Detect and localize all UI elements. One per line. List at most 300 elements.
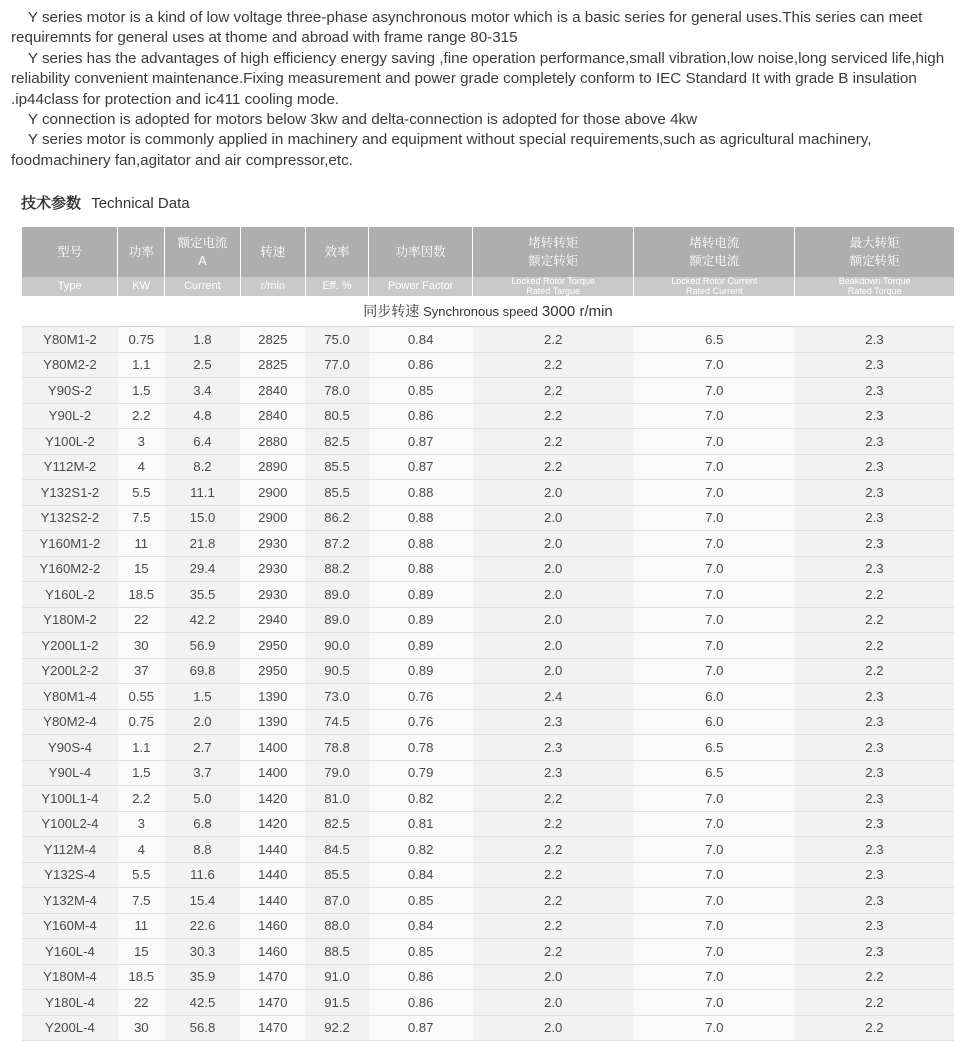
table-cell: 2940 — [240, 607, 305, 633]
table-cell: 7.0 — [634, 837, 795, 863]
table-cell: 0.79 — [369, 760, 473, 786]
table-cell: 1470 — [240, 964, 305, 990]
table-cell: 11 — [118, 531, 165, 557]
header-efficiency: 效率 — [305, 227, 368, 277]
table-cell: 2950 — [240, 633, 305, 659]
table-cell: 35.9 — [165, 964, 240, 990]
table-cell: 29.4 — [165, 556, 240, 582]
header-type: 型号 — [22, 227, 118, 277]
table-cell: 2.2 — [118, 786, 165, 812]
table-cell: 30 — [118, 633, 165, 659]
table-cell: 2.2 — [795, 607, 954, 633]
table-cell: 2.2 — [795, 990, 954, 1016]
header-power-en: KW — [118, 277, 165, 296]
table-cell: 15 — [118, 556, 165, 582]
table-cell: 0.82 — [369, 786, 473, 812]
table-cell: 6.0 — [634, 709, 795, 735]
table-cell: Y200L2-2 — [22, 658, 118, 684]
table-cell: 0.88 — [369, 480, 473, 506]
header-power: 功率 — [118, 227, 165, 277]
table-cell: 2950 — [240, 658, 305, 684]
table-cell: 91.5 — [305, 990, 368, 1016]
table-cell: Y180M-4 — [22, 964, 118, 990]
table-row — [22, 633, 954, 659]
table-cell: 0.84 — [369, 862, 473, 888]
table-cell: Y200L1-2 — [22, 633, 118, 659]
table-cell: 2.3 — [795, 403, 954, 429]
table-cell: 6.8 — [165, 811, 240, 837]
table-cell: 0.78 — [369, 735, 473, 761]
table-row — [22, 429, 954, 455]
table-cell: 1390 — [240, 684, 305, 710]
table-cell: 7.0 — [634, 352, 795, 378]
table-cell: Y180M-2 — [22, 607, 118, 633]
table-cell: 7.0 — [634, 429, 795, 455]
table-cell: 7.0 — [634, 633, 795, 659]
table-cell: 2.0 — [473, 964, 634, 990]
table-cell: 7.0 — [634, 964, 795, 990]
table-cell: 74.5 — [305, 709, 368, 735]
table-row — [22, 939, 954, 965]
table-cell: 85.5 — [305, 454, 368, 480]
table-cell: 92.2 — [305, 1015, 368, 1041]
table-cell: 2.3 — [795, 378, 954, 404]
table-cell: Y160M-4 — [22, 913, 118, 939]
header-efficiency-en: Eff. % — [305, 277, 368, 296]
table-cell: 2.3 — [795, 684, 954, 710]
table-cell: 2.0 — [473, 1015, 634, 1041]
header-row-en — [22, 277, 954, 296]
table-cell: 1440 — [240, 862, 305, 888]
table-cell: 2.3 — [795, 786, 954, 812]
table-cell: 2.3 — [473, 760, 634, 786]
header-locked-rotor-torque: 堵转转矩 额定转矩 — [473, 227, 634, 277]
table-cell: 2.2 — [473, 378, 634, 404]
header-current-en: Current — [165, 277, 240, 296]
table-row — [22, 837, 954, 863]
table-cell: 7.0 — [634, 378, 795, 404]
table-cell: 2900 — [240, 480, 305, 506]
table-cell: 88.0 — [305, 913, 368, 939]
table-cell: 2.2 — [473, 913, 634, 939]
table-cell: 88.5 — [305, 939, 368, 965]
table-row — [22, 607, 954, 633]
table-row — [22, 735, 954, 761]
table-cell: 0.75 — [118, 327, 165, 353]
table-cell: 7.0 — [634, 607, 795, 633]
header-speed: 转速 — [240, 227, 305, 277]
table-cell: 1.8 — [165, 327, 240, 353]
table-cell: 2.3 — [795, 760, 954, 786]
table-cell: 2.0 — [473, 480, 634, 506]
table-cell: 2.2 — [473, 811, 634, 837]
table-cell: 2.2 — [795, 633, 954, 659]
table-cell: 15.4 — [165, 888, 240, 914]
table-cell: Y180L-4 — [22, 990, 118, 1016]
table-cell: 2.0 — [165, 709, 240, 735]
header-row — [22, 227, 954, 277]
table-cell: Y132S2-2 — [22, 505, 118, 531]
table-cell: 2.2 — [473, 403, 634, 429]
table-cell: 0.89 — [369, 607, 473, 633]
table-cell: 2890 — [240, 454, 305, 480]
table-cell: Y80M2-2 — [22, 352, 118, 378]
table-cell: 2825 — [240, 352, 305, 378]
intro-paragraph: Y series motor is commonly applied in machinery and equipment without special requirements,such as agricultural machinery, foodmachinery fan,agitator and air compressor,etc. — [11, 131, 872, 169]
table-cell: 1470 — [240, 1015, 305, 1041]
table-cell: 6.4 — [165, 429, 240, 455]
table-cell: 7.0 — [634, 1015, 795, 1041]
table-cell: Y132S-4 — [22, 862, 118, 888]
table-cell: 1390 — [240, 709, 305, 735]
table-cell: 2.0 — [473, 633, 634, 659]
table-cell: 42.2 — [165, 607, 240, 633]
table-row — [22, 709, 954, 735]
table-cell: 1420 — [240, 811, 305, 837]
table-cell: Y160L-4 — [22, 939, 118, 965]
table-cell: Y90L-2 — [22, 403, 118, 429]
table-cell: 0.87 — [369, 429, 473, 455]
table-cell: 1400 — [240, 760, 305, 786]
table-cell: Y160L-2 — [22, 582, 118, 608]
table-row — [22, 403, 954, 429]
table-row — [22, 378, 954, 404]
table-cell: 2.2 — [473, 939, 634, 965]
table-cell: 8.8 — [165, 837, 240, 863]
table-cell: 2.3 — [795, 556, 954, 582]
table-cell: Y200L-4 — [22, 1015, 118, 1041]
table-cell: 77.0 — [305, 352, 368, 378]
table-cell: 1400 — [240, 735, 305, 761]
table-cell: 0.86 — [369, 403, 473, 429]
table-row — [22, 811, 954, 837]
intro-paragraph: Y series has the advantages of high efficiency energy saving ,fine operation performance,small vibration,low noise,long serviced life,high reliability convenient maintenance.Fixing measurement and power grade completely conform to IEC Standard It with grade B insulation .ip44class for protection and ic411 cooling mode. — [11, 49, 945, 108]
table-cell: 87.2 — [305, 531, 368, 557]
table-cell: 6.5 — [634, 327, 795, 353]
table-cell: 2.2 — [473, 888, 634, 914]
table-cell: Y160M2-2 — [22, 556, 118, 582]
table-cell: 0.85 — [369, 939, 473, 965]
table-row — [22, 1015, 954, 1041]
table-cell: Y132M-4 — [22, 888, 118, 914]
table-cell: 7.0 — [634, 531, 795, 557]
table-cell: 7.0 — [634, 658, 795, 684]
table-cell: 91.0 — [305, 964, 368, 990]
table-cell: 7.0 — [634, 505, 795, 531]
table-cell: 5.0 — [165, 786, 240, 812]
header-speed-en: r/min — [240, 277, 305, 296]
header-type-en: Type — [22, 277, 118, 296]
table-cell: 4.8 — [165, 403, 240, 429]
table-cell: 0.87 — [369, 454, 473, 480]
table-cell: 7.0 — [634, 913, 795, 939]
table-cell: 3 — [118, 811, 165, 837]
table-cell: 22 — [118, 607, 165, 633]
table-cell: 6.0 — [634, 684, 795, 710]
header-breakdown-torque: 最大转矩 额定转矩 — [795, 227, 954, 277]
table-cell: 2.2 — [473, 429, 634, 455]
header-current: 额定电流 A — [165, 227, 240, 277]
table-cell: 2840 — [240, 378, 305, 404]
table-cell: 90.0 — [305, 633, 368, 659]
table-cell: 5.5 — [118, 862, 165, 888]
table-cell: 2930 — [240, 531, 305, 557]
table-cell: Y80M1-4 — [22, 684, 118, 710]
table-cell: 42.5 — [165, 990, 240, 1016]
table-cell: 0.82 — [369, 837, 473, 863]
table-cell: 2.2 — [795, 1015, 954, 1041]
table-cell: 0.86 — [369, 352, 473, 378]
section-title-en: Technical Data — [91, 195, 190, 212]
table-cell: 0.76 — [369, 684, 473, 710]
table-cell: 2.2 — [473, 786, 634, 812]
table-cell: 1460 — [240, 939, 305, 965]
table-row — [22, 505, 954, 531]
table-cell: 2.7 — [165, 735, 240, 761]
table-cell: 7.0 — [634, 786, 795, 812]
table-cell: 7.0 — [634, 939, 795, 965]
table-cell: 2.2 — [795, 582, 954, 608]
table-cell: 85.5 — [305, 862, 368, 888]
header-locked-rotor-current: 堵转电流 额定电流 — [634, 227, 795, 277]
table-cell: Y100L2-4 — [22, 811, 118, 837]
table-cell: 84.5 — [305, 837, 368, 863]
table-row — [22, 582, 954, 608]
table-cell: 2.0 — [473, 582, 634, 608]
table-cell: 2.3 — [473, 709, 634, 735]
table-row — [22, 990, 954, 1016]
table-cell: 2.0 — [473, 658, 634, 684]
synchronous-speed-row — [22, 296, 954, 327]
table-cell: 2.3 — [795, 327, 954, 353]
table-cell: 6.5 — [634, 760, 795, 786]
table-cell: 1.5 — [118, 378, 165, 404]
table-cell: 2.2 — [473, 862, 634, 888]
table-cell: 7.5 — [118, 505, 165, 531]
table-cell: 78.8 — [305, 735, 368, 761]
table-cell: 2.2 — [473, 327, 634, 353]
table-cell: 7.0 — [634, 480, 795, 506]
table-cell: 37 — [118, 658, 165, 684]
table-cell: 78.0 — [305, 378, 368, 404]
table-cell: 0.89 — [369, 633, 473, 659]
table-cell: Y112M-2 — [22, 454, 118, 480]
table-cell: 18.5 — [118, 582, 165, 608]
table-cell: 0.88 — [369, 531, 473, 557]
table-cell: 4 — [118, 454, 165, 480]
table-cell: 2.3 — [795, 505, 954, 531]
table-cell: 1.5 — [165, 684, 240, 710]
table-cell: 2.3 — [795, 888, 954, 914]
table-cell: 2930 — [240, 582, 305, 608]
table-cell: 0.85 — [369, 378, 473, 404]
table-cell: 2.3 — [795, 352, 954, 378]
table-cell: 75.0 — [305, 327, 368, 353]
table-cell: 2.2 — [473, 837, 634, 863]
table-cell: 2.3 — [473, 735, 634, 761]
table-cell: 0.85 — [369, 888, 473, 914]
table-cell: 15 — [118, 939, 165, 965]
table-body — [22, 296, 954, 1041]
table-cell: 35.5 — [165, 582, 240, 608]
table-cell: 7.0 — [634, 556, 795, 582]
table-cell: 80.5 — [305, 403, 368, 429]
table-cell: 7.0 — [634, 582, 795, 608]
table-cell: 6.5 — [634, 735, 795, 761]
section-title-zh: 技术参数 — [21, 195, 82, 212]
table-cell: 79.0 — [305, 760, 368, 786]
table-cell: Y100L1-4 — [22, 786, 118, 812]
table-cell: Y90S-2 — [22, 378, 118, 404]
table-cell: 2.4 — [473, 684, 634, 710]
table-cell: 0.84 — [369, 913, 473, 939]
table-cell: 1440 — [240, 837, 305, 863]
table-cell: 8.2 — [165, 454, 240, 480]
table-cell: 22 — [118, 990, 165, 1016]
table-cell: 56.8 — [165, 1015, 240, 1041]
table-row — [22, 786, 954, 812]
table-cell: 2900 — [240, 505, 305, 531]
table-cell: 0.84 — [369, 327, 473, 353]
table-cell: 2.3 — [795, 454, 954, 480]
table-cell: 2.0 — [473, 505, 634, 531]
table-cell: 15.0 — [165, 505, 240, 531]
table-cell: 90.5 — [305, 658, 368, 684]
table-cell: 1.5 — [118, 760, 165, 786]
table-cell: 0.86 — [369, 964, 473, 990]
table-cell: 2.3 — [795, 480, 954, 506]
table-row — [22, 327, 954, 353]
table-cell: 7.0 — [634, 990, 795, 1016]
section-title — [21, 192, 190, 213]
table-cell: 3.4 — [165, 378, 240, 404]
table-cell: Y80M1-2 — [22, 327, 118, 353]
table-cell: 2.2 — [473, 454, 634, 480]
table-cell: 1420 — [240, 786, 305, 812]
table-cell: 2880 — [240, 429, 305, 455]
table-cell: 2.3 — [795, 811, 954, 837]
table-cell: 86.2 — [305, 505, 368, 531]
table-cell: 2.3 — [795, 531, 954, 557]
table-cell: 0.55 — [118, 684, 165, 710]
table-cell: 2.3 — [795, 735, 954, 761]
table-row — [22, 913, 954, 939]
table-row — [22, 531, 954, 557]
table-cell: 7.0 — [634, 454, 795, 480]
table-cell: 2.5 — [165, 352, 240, 378]
table-cell: 56.9 — [165, 633, 240, 659]
table-cell: 30.3 — [165, 939, 240, 965]
table-row — [22, 658, 954, 684]
table-cell: 0.89 — [369, 582, 473, 608]
table-row — [22, 684, 954, 710]
table-cell: 3.7 — [165, 760, 240, 786]
table-cell: 2.3 — [795, 429, 954, 455]
table-cell: 1.1 — [118, 735, 165, 761]
table-cell: 1460 — [240, 913, 305, 939]
table-cell: 30 — [118, 1015, 165, 1041]
table-cell: 3 — [118, 429, 165, 455]
table-cell: 0.88 — [369, 505, 473, 531]
table-cell: 0.76 — [369, 709, 473, 735]
table-cell: 1440 — [240, 888, 305, 914]
table-cell: 88.2 — [305, 556, 368, 582]
table-cell: 2.0 — [473, 556, 634, 582]
table-cell: 2825 — [240, 327, 305, 353]
table-row — [22, 862, 954, 888]
table-cell: Y80M2-4 — [22, 709, 118, 735]
intro-text — [11, 8, 953, 171]
table-cell: 73.0 — [305, 684, 368, 710]
table-row — [22, 888, 954, 914]
intro-paragraph: Y series motor is a kind of low voltage three-phase asynchronous motor which is a basic series for general uses.This series can meet requiremnts for general uses at thome and abroad with frame range 80-315 — [11, 9, 923, 47]
table-cell: 2.3 — [795, 837, 954, 863]
header-locked-rotor-current-en: Locked Rotor Current Rated Current — [634, 277, 795, 296]
table-cell: 0.88 — [369, 556, 473, 582]
table-cell: 2.3 — [795, 862, 954, 888]
synchronous-speed-label: 同步转速 Synchronous speed 3000 r/min — [22, 296, 954, 327]
table-row — [22, 352, 954, 378]
table-cell: Y90L-4 — [22, 760, 118, 786]
table-row — [22, 760, 954, 786]
table-row — [22, 964, 954, 990]
table-cell: Y112M-4 — [22, 837, 118, 863]
header-power-factor: 功率因数 — [369, 227, 473, 277]
table-row — [22, 454, 954, 480]
table-cell: 2.0 — [473, 531, 634, 557]
table-cell: 0.86 — [369, 990, 473, 1016]
table-cell: 0.75 — [118, 709, 165, 735]
table-cell: 1.1 — [118, 352, 165, 378]
table-cell: 2.3 — [795, 939, 954, 965]
header-locked-rotor-torque-en: Locked Rotor Torque Rated Targue — [473, 277, 634, 296]
table-cell: 2.0 — [473, 990, 634, 1016]
table-row — [22, 556, 954, 582]
technical-data-table — [22, 227, 954, 1041]
table-cell: 5.5 — [118, 480, 165, 506]
table-cell: 87.0 — [305, 888, 368, 914]
table-cell: 7.0 — [634, 862, 795, 888]
table-cell: Y160M1-2 — [22, 531, 118, 557]
table-cell: 69.8 — [165, 658, 240, 684]
table-cell: Y90S-4 — [22, 735, 118, 761]
table-cell: 2.0 — [473, 607, 634, 633]
header-power-factor-en: Power Factor — [369, 277, 473, 296]
table-cell: 0.87 — [369, 1015, 473, 1041]
table-cell: 2930 — [240, 556, 305, 582]
table-cell: 81.0 — [305, 786, 368, 812]
table-cell: 11 — [118, 913, 165, 939]
table-cell: 2.3 — [795, 913, 954, 939]
table-cell: 2.2 — [795, 658, 954, 684]
table-row — [22, 480, 954, 506]
table-cell: 22.6 — [165, 913, 240, 939]
table-cell: 7.5 — [118, 888, 165, 914]
table-cell: 2.2 — [473, 352, 634, 378]
table-cell: 21.8 — [165, 531, 240, 557]
table-cell: 89.0 — [305, 582, 368, 608]
table-cell: 7.0 — [634, 403, 795, 429]
table-cell: 11.1 — [165, 480, 240, 506]
header-breakdown-torque-en: Beakdown Torque Rated Torque — [795, 277, 954, 296]
table-cell: 0.81 — [369, 811, 473, 837]
table-cell: 2.3 — [795, 709, 954, 735]
intro-paragraph: Y connection is adopted for motors below 3kw and delta-connection is adopted for those above 4kw — [11, 111, 698, 129]
table-cell: 7.0 — [634, 888, 795, 914]
table-cell: 89.0 — [305, 607, 368, 633]
table-cell: 2.2 — [118, 403, 165, 429]
table-cell: 18.5 — [118, 964, 165, 990]
